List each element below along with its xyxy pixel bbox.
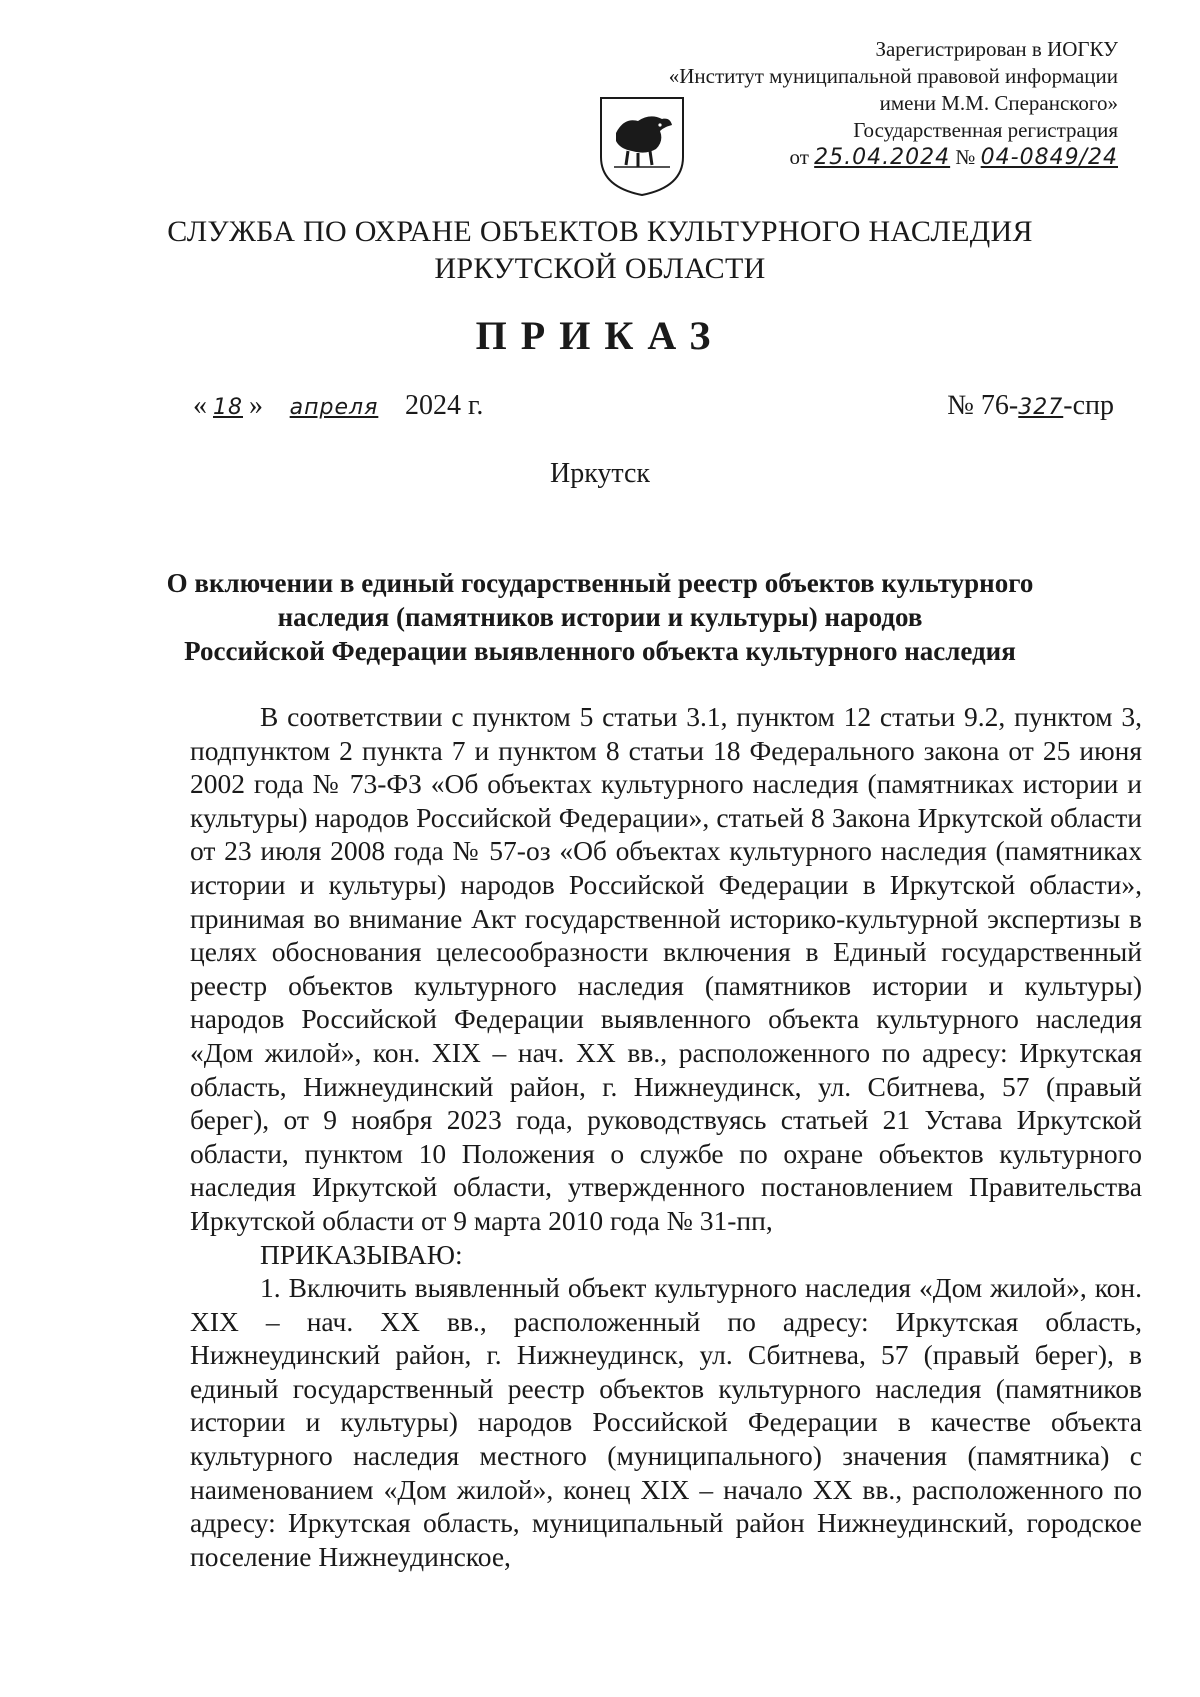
agency-name xyxy=(0,213,1200,287)
registration-line: «Институт муниципальной правовой информации xyxy=(668,64,1118,88)
date-year: 2024 г. xyxy=(405,390,484,421)
order-date xyxy=(193,390,483,422)
subject-line: наследия (памятников истории и культуры) народов xyxy=(277,602,923,632)
preamble-paragraph: В соответствии с пунктом 5 статьи 3.1, пунктом 12 статьи 9.2, пунктом 3, подпунктом 2 пункта 7 и пунктом 8 статьи 18 Федерального закона от 25 июня 2002 года № 73-ФЗ «Об объектах культурного наследия (памятниках истории и культуры) народов Российской Федерации», статьей 8 Закона Иркутской области от 23 июля 2008 года № 57-оз «Об объектах культурного наследия (памятниках истории и культуры) народов Российской Федерации в Иркутской области», принимая во внимание Акт государственной историко-культурной экспертизы в целях обоснования целесообразности включения в Единый государственный реестр объектов культурного наследия (памятников истории и культуры) народов Российской Федерации выявленного объекта культурного наследия «Дом жилой», кон. XIX – нач. XX вв., расположенного по адресу: Иркутская область, Нижнеудинский район, г. Нижнеудинск, ул. Сбитнева, 57 (правый берег), от 9 ноября 2023 года, руководствуясь статьей 21 Устава Иркутской области, пунктом 10 Положения о службе по охране объектов культурного наследия Иркутской области, утвержденного постановлением Правительства Иркутской области от 9 марта 2010 года № 31-пп, xyxy=(190,701,1142,1236)
agency-name-line: СЛУЖБА ПО ОХРАНЕ ОБЪЕКТОВ КУЛЬТУРНОГО НАСЛЕДИЯ xyxy=(167,215,1033,248)
city: Иркутск xyxy=(549,458,651,489)
irkutsk-coat-of-arms-icon xyxy=(598,95,686,197)
subject-line: О включении в единый государственный реестр объектов культурного xyxy=(166,568,1034,598)
date-day: 18 xyxy=(213,395,243,420)
order-number-suffix: -спр xyxy=(1063,390,1114,421)
order-body xyxy=(190,700,1142,1573)
registration-date-prefix: от xyxy=(789,145,809,169)
registration-line: Зарегистрирован в ИОГКУ xyxy=(875,37,1118,61)
date-close-quote: » xyxy=(249,390,263,421)
registration-number-prefix: № xyxy=(955,145,976,169)
order-subject xyxy=(150,566,1050,668)
registration-line: Государственная регистрация xyxy=(853,118,1118,142)
registration-line: имени М.М. Сперанского» xyxy=(879,91,1118,115)
date-open-quote: « xyxy=(193,390,207,421)
document-type: ПРИКАЗ xyxy=(475,313,725,358)
order-number-prefix: № 76- xyxy=(947,390,1019,421)
order-item-1: 1. Включить выявленный объект культурного наследия «Дом жилой», кон. XIX – нач. XX вв., расположенный по адресу: Иркутская область, Нижнеудинский район, г. Нижнеудинск, ул. Сбитнева, 57 (правый берег), в единый государственный реестр объектов культурного наследия (памятников истории и культуры) народов Российской Федерации в качестве объекта культурного наследия местного (муниципального) значения (памятника) с наименованием «Дом жилой», конец XIX – начало XX вв., расположенного по адресу: Иркутская область, муниципальный район Нижнеудинский, городское поселение Нижнеудинское, xyxy=(190,1272,1142,1572)
command-word: ПРИКАЗЫВАЮ: xyxy=(260,1238,463,1270)
order-number-handwritten: 327 xyxy=(1018,395,1064,420)
agency-name-line: ИРКУТСКОЙ ОБЛАСТИ xyxy=(434,252,766,285)
registration-date: 25.04.2024 xyxy=(814,145,951,170)
date-month: апреля xyxy=(289,395,379,420)
order-number xyxy=(947,390,1114,422)
subject-line: Российской Федерации выявленного объекта культурного наследия xyxy=(184,636,1016,666)
registration-number: 04-0849/24 xyxy=(980,145,1118,170)
